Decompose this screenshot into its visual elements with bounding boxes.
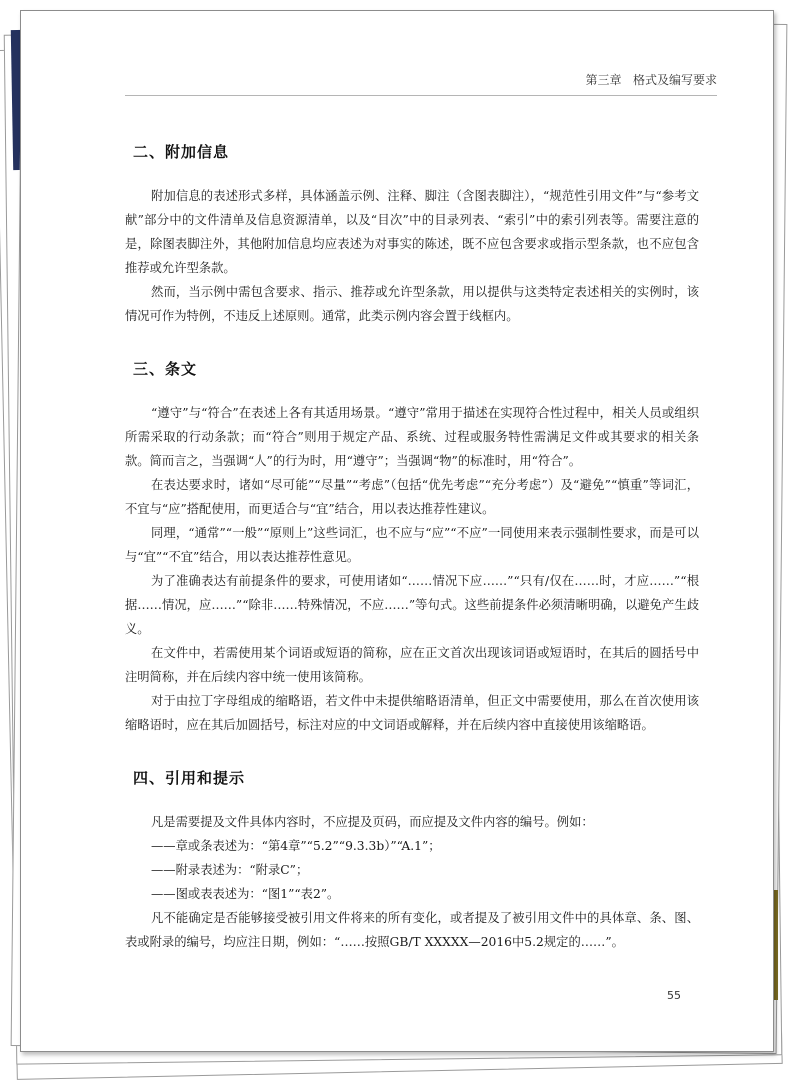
example-line: ——附录表述为：“附录C”； [151, 863, 309, 877]
paragraph: 凡不能确定是否能够接受被引用文件将来的所有变化，或者提及了被引用文件中的具体章、条、图、表或附录的编号，均应注日期，例如：“……按照GB/T XXXXX—2016中5.2规定的……”。 [125, 911, 699, 949]
running-header [125, 71, 717, 88]
paragraph: “遵守”与“符合”在表述上各有其适用场景。“遵守”常用于描述在实现符合性过程中，相关人员或组织所需采取的行动条款；而“符合”则用于规定产品、系统、过程或服务特性需满足文件或其要求的相关条款。简而言之，当强调“人”的行为时，用“遵守”；当强调“物”的标准时，用“符合”。 [125, 406, 699, 468]
section-heading: 二、附加信息 [133, 143, 230, 161]
section-additional-info [125, 141, 699, 328]
paragraph: 为了准确表达有前提条件的要求，可使用诸如“……情况下应……”“只有/仅在……时，才应……”“根据……情况，应……”“除非……特殊情况，不应……”等句式。这些前提条件必须清晰明确，以避免产生歧义。 [125, 574, 699, 636]
paragraph: 对于由拉丁字母组成的缩略语，若文件中未提供缩略语清单，但正文中需要使用，那么在首次使用该缩略语时，应在其后加圆括号，标注对应的中文词语或解释，并在后续内容中直接使用该缩略语。 [125, 694, 699, 732]
section-heading: 四、引用和提示 [133, 769, 246, 787]
example-line: ——图或表表述为：“图1”“表2”。 [151, 887, 340, 901]
paragraph: 同理，“通常”“一般”“原则上”这些词汇，也不应与“应”“不应”一同使用来表示强制性要求，而是可以与“宜”“不宜”结合，用以表达推荐性意见。 [125, 526, 699, 564]
chapter-number: 第三章 [585, 73, 622, 87]
header-rule [125, 95, 717, 96]
chapter-title: 格式及编写要求 [632, 73, 717, 87]
paragraph: 然而，当示例中需包含要求、指示、推荐或允许型条款，用以提供与这类特定表述相关的实例时，该情况可作为特例，不违反上述原则。通常，此类示例内容会置于线框内。 [125, 285, 699, 323]
paragraph: 凡是需要提及文件具体内容时，不应提及页码，而应提及文件内容的编号。例如： [151, 815, 594, 829]
paragraph: 在表达要求时，诸如“尽可能”“尽量”“考虑”（包括“优先考虑”“充分考虑”）及“避免”“慎重”等词汇，不宜与“应”搭配使用，而更适合与“宜”结合，用以表达推荐性建议。 [125, 478, 699, 516]
paragraph: 在文件中，若需使用某个词语或短语的简称，应在正文首次出现该词语或短语时，在其后的圆括号中注明简称，并在后续内容中统一使用该简称。 [125, 646, 699, 684]
section-references [125, 767, 699, 954]
page-body [125, 141, 699, 984]
page-number: 55 [667, 989, 681, 1002]
paragraph: 附加信息的表述形式多样，具体涵盖示例、注释、脚注（含图表脚注），“规范性引用文件”与“参考文献”部分中的文件清单及信息资源清单，以及“目次”中的目录列表、“索引”中的索引列表等。需要注意的是，除图表脚注外，其他附加信息均应表述为对事实的陈述，既不应包含要求或指示型条款，也不应包含推荐或允许型条款。 [125, 189, 699, 275]
book-page [20, 10, 774, 1052]
section-heading: 三、条文 [133, 360, 198, 378]
example-line: ——章或条表述为：“第4章”“5.2”“9.3.3b）”“A.1”； [151, 839, 441, 853]
section-provisions [125, 358, 699, 737]
